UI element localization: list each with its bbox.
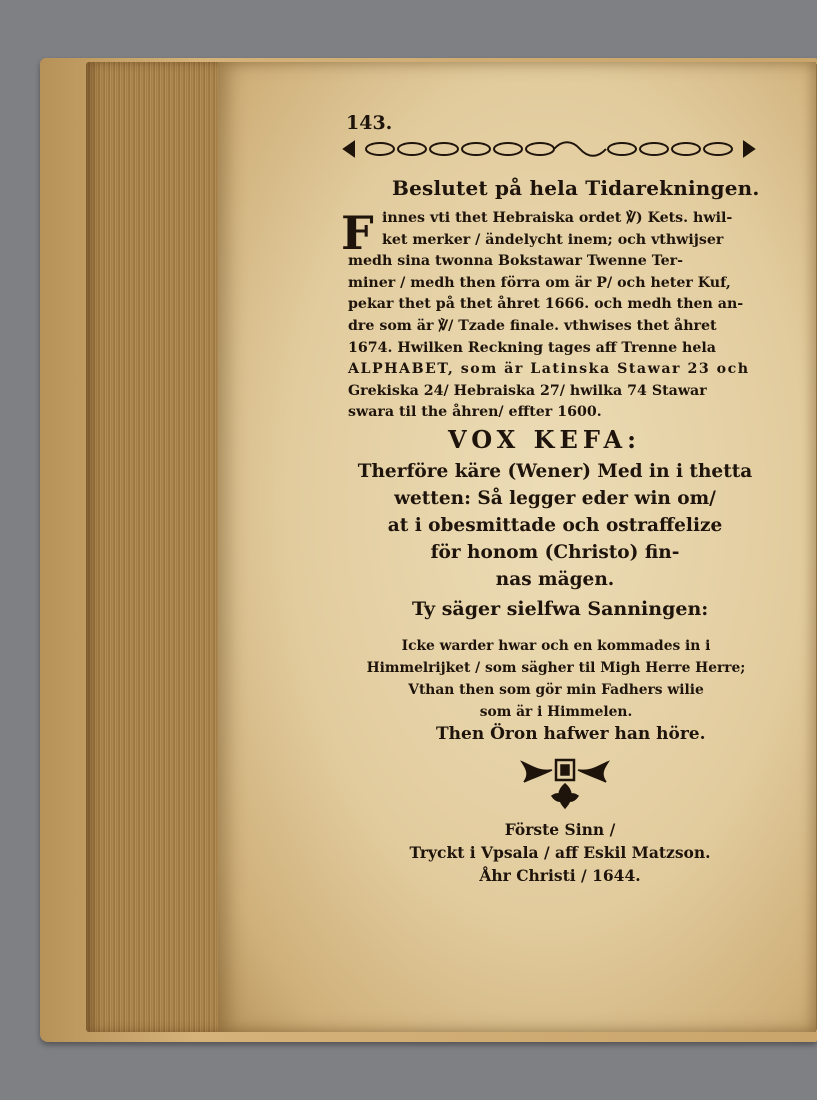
- paragraph-line: Grekiska 24/ Hebraiska 27/ hwilka 74 Stawar: [348, 382, 707, 399]
- paragraph-line: 1674. Hwilken Reckning tages aff Trenne hela: [348, 339, 716, 356]
- exhortation-line: nas mägen.: [495, 569, 615, 590]
- imprint-block: [380, 818, 740, 887]
- ornament-band-icon: [340, 138, 758, 160]
- paragraph-line: pekar thet på thet åhret 1666. och medh then an-: [348, 296, 744, 313]
- paragraph-line: ket merker / ändelycht inem; och vthwijser: [382, 231, 724, 248]
- quote-line: Icke warder hwar och en kommades in i: [401, 638, 711, 654]
- fleuron-icon: [518, 756, 612, 812]
- paragraph-line: miner / medh then förra om är P/ och heter Kuf,: [348, 274, 731, 291]
- paragraph-line: dre som är ℣/ Tzade finale. vthwises thet åhret: [348, 317, 717, 334]
- main-paragraph: [348, 208, 760, 424]
- exhortation-line: wetten: Så legger eder win om/: [394, 488, 716, 509]
- scripture-quote: [350, 635, 762, 723]
- imprint-line: Åhr Christi / 1644.: [479, 866, 641, 885]
- paragraph-line: innes vti thet Hebraiska ordet ℣) Kets. hwil-: [382, 210, 733, 226]
- exhortation-line: at i obesmittade och ostraffelize: [387, 515, 723, 536]
- paragraph-line: ALPHABET, som är Latinska Stawar 23 och: [348, 361, 750, 378]
- quote-line: Vthan then som gör min Fadhers wilie: [408, 682, 704, 698]
- page-number: 143.: [346, 112, 393, 134]
- quote-line: Himmelrijket / som sägher til Migh Herre Herre;: [366, 660, 746, 676]
- imprint-line: Tryckt i Vpsala / aff Eskil Matzson.: [409, 843, 711, 862]
- page-edges: [86, 62, 220, 1032]
- imprint-line: Förste Sinn /: [504, 820, 616, 839]
- quote-line: som är i Himmelen.: [479, 704, 633, 720]
- closing-line: Then Öron hafwer han höre.: [436, 724, 706, 744]
- vox-heading: VOX KEFA:: [448, 425, 641, 454]
- drop-initial: F: [341, 206, 374, 260]
- section-heading: Beslutet på hela Tidarekningen.: [392, 176, 760, 200]
- paragraph-line: medh sina twonna Bokstawar Twenne Ter-: [348, 253, 684, 270]
- exhortation-line: för honom (Christo) fin-: [430, 542, 680, 563]
- exhortation-block: [350, 458, 760, 593]
- truth-heading: Ty säger sielfwa Sanningen:: [412, 598, 709, 620]
- paragraph-line: swara til the åhren/ effter 1600.: [348, 404, 602, 421]
- exhortation-line: Therföre käre (Wener) Med in i thetta: [357, 461, 753, 482]
